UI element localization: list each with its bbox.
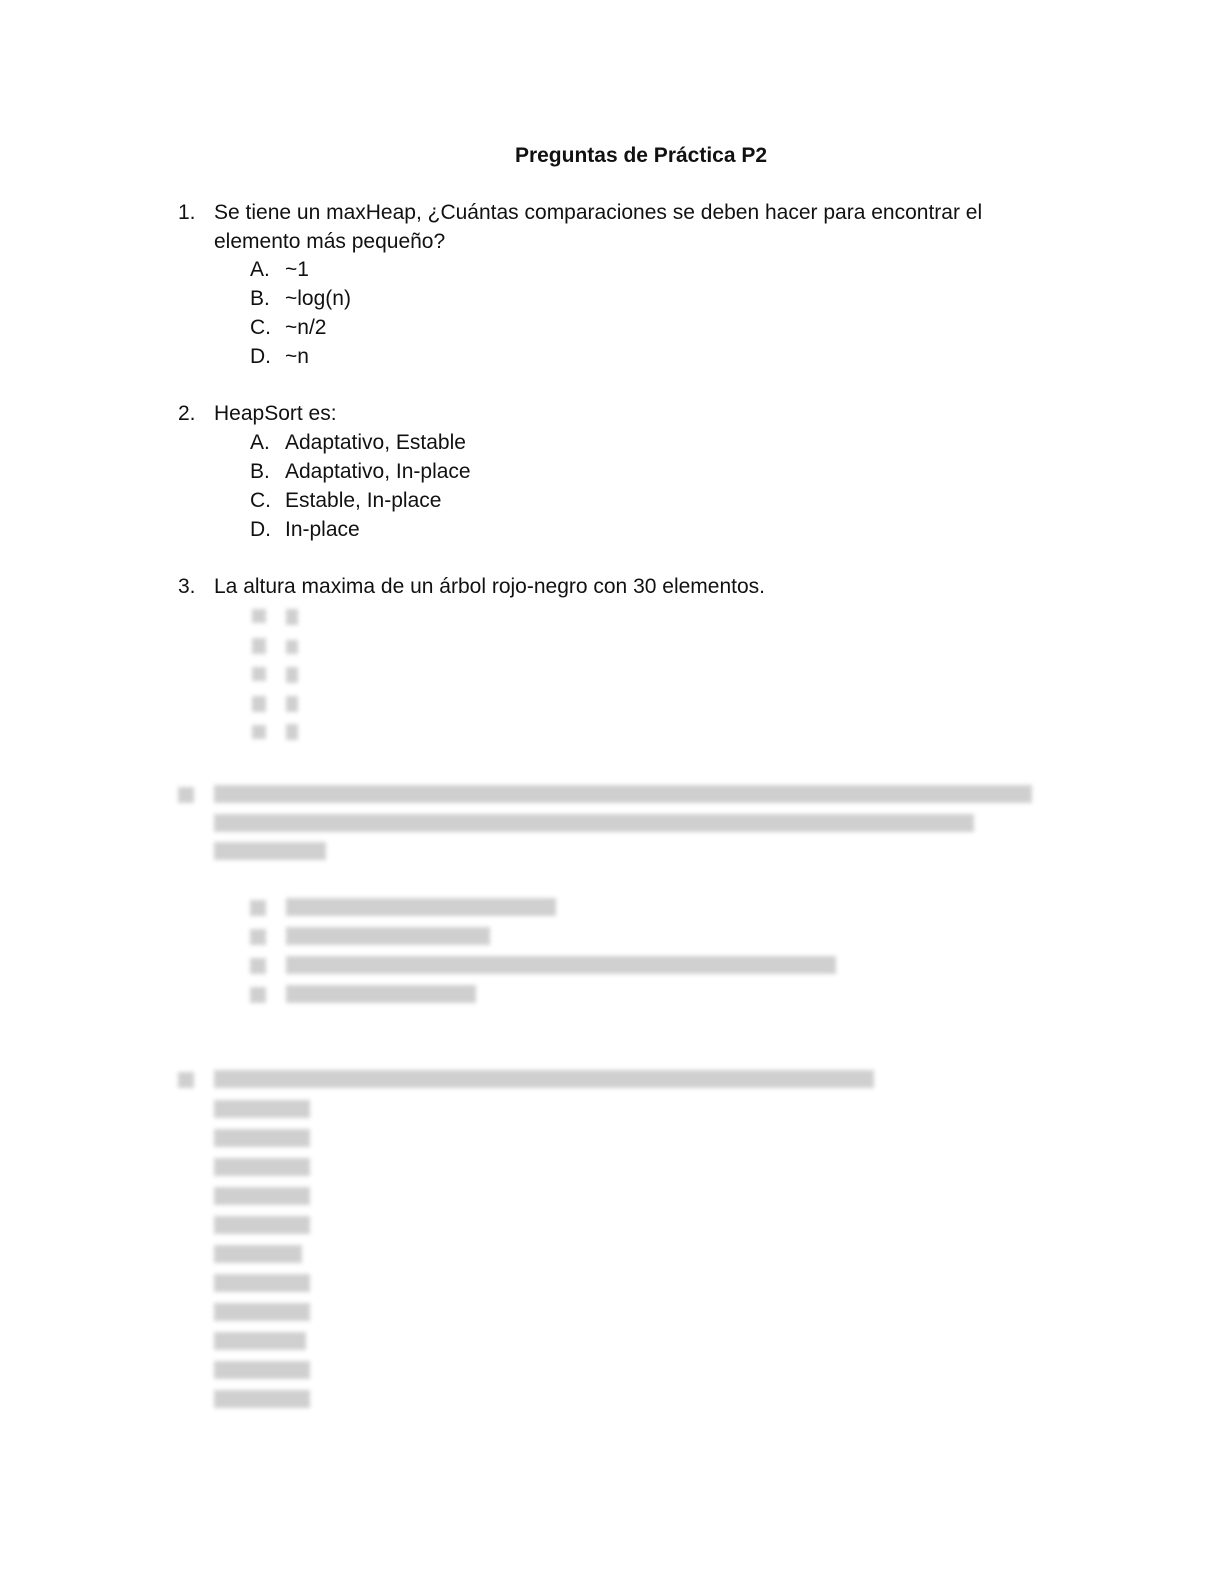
option-letter: A.	[250, 258, 270, 281]
option-letter: C.	[250, 489, 271, 512]
option-letter: C.	[250, 316, 271, 339]
option-letter: D.	[250, 518, 271, 541]
option-text: ~log(n)	[285, 287, 351, 310]
question-text: HeapSort es:	[214, 402, 337, 425]
option-text: Adaptativo, Estable	[285, 431, 466, 454]
option-letter: D.	[250, 345, 271, 368]
option-letter: A.	[250, 431, 270, 454]
option-text: ~n	[285, 345, 309, 368]
option-text: ~n/2	[285, 316, 327, 339]
option-text: Estable, In-place	[285, 489, 442, 512]
question-number: 1.	[178, 201, 196, 224]
page-title: Preguntas de Práctica P2	[514, 144, 768, 167]
option-text: In-place	[285, 518, 360, 541]
option-text: ~1	[285, 258, 309, 281]
option-letter: B.	[250, 460, 270, 483]
question-number: 3.	[178, 575, 196, 598]
question-number: 2.	[178, 402, 196, 425]
question-text: Se tiene un maxHeap, ¿Cuántas comparaciones se deben hacer para encontrar el elemento más pequeño?	[214, 201, 983, 253]
option-text: Adaptativo, In-place	[285, 460, 471, 483]
question-text: La altura maxima de un árbol rojo-negro con 30 elementos.	[214, 575, 765, 598]
option-letter: B.	[250, 287, 270, 310]
